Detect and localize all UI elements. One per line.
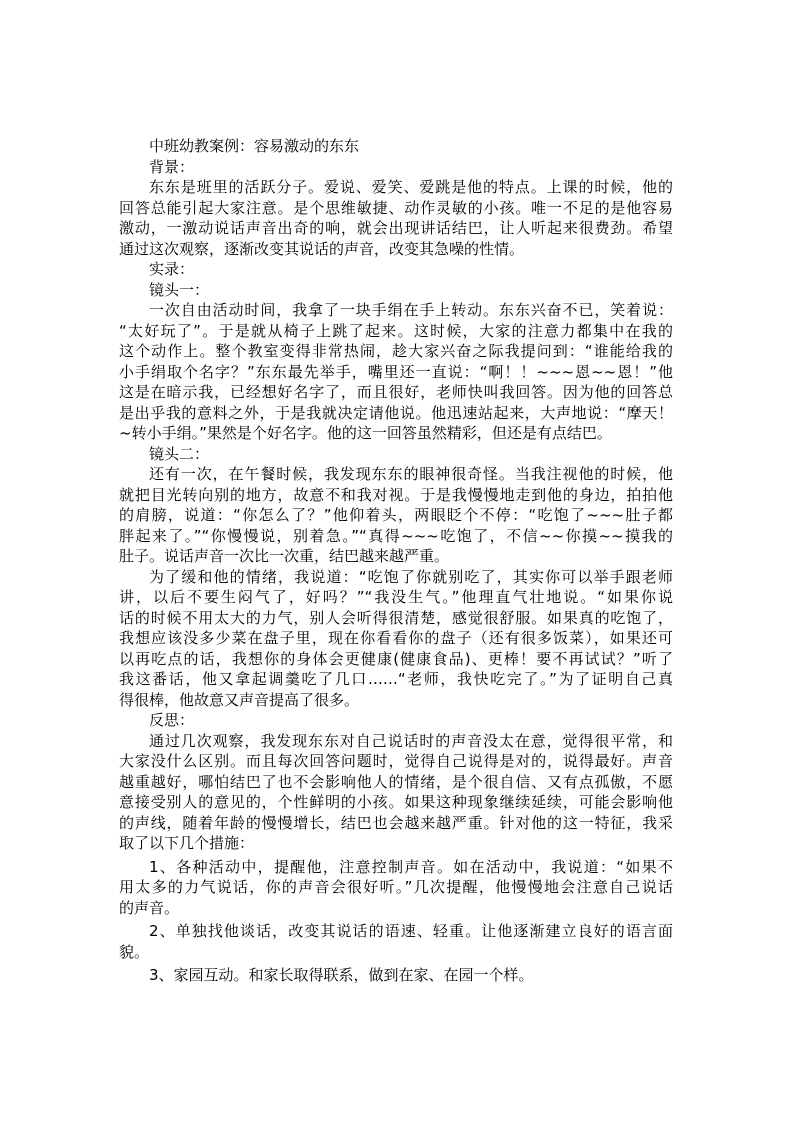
paragraph-line: 胖起来了。”“你慢慢说，别着急。”“真得~~~吃饱了，不信~~你摸~~摸我的 [119, 526, 673, 545]
paragraph-line: 话的时候不用太大的力气，别人会听得很清楚，感觉很舒服。如果真的吃饱了， [119, 608, 673, 627]
paragraph-line: 通过几次观察，我发现东东对自己说话时的声音没太在意，觉得很平常，和 [149, 731, 673, 750]
paragraph-line: 东东是班里的活跃分子。爱说、爱笑、爱跳是他的特点。上课的时候，他的 [149, 178, 673, 196]
reflect-label: 反思： [149, 711, 195, 729]
record-label: 实录： [149, 260, 195, 278]
paragraph-line: 我想应该没多少菜在盘子里，现在你看看你的盘子（还有很多饭菜），如果还可 [119, 629, 673, 647]
document-title: 中班幼教案例：容易激动的东东 [149, 137, 360, 155]
shot2-label: 镜头二： [149, 444, 210, 463]
paragraph-line: ~转小手绢。”果然是个好名字。他的这一回答虽然精彩，但还是有点结巴。 [119, 424, 612, 442]
measure-line: 1、各种活动中，提醒他，注意控制声音。如在活动中，我说道：“如果不 [149, 857, 673, 876]
paragraph-line: 的声线，随着年龄的慢慢增长，结巴也会越来越严重。针对他的这一特征，我采 [119, 813, 673, 832]
paragraph-line: 意接受别人的意见的，个性鲜明的小孩。如果这种现象继续延续，可能会影响他 [119, 793, 673, 811]
paragraph-line: 越重越好，哪怕结巴了也不会影响他人的情绪，是个很自信、又有点孤傲，不愿 [119, 772, 673, 791]
document-body [119, 136, 673, 986]
paragraph-line: 以再吃点的话，我想你的身体会更健康(健康食品)、更棒！要不再试试？”听了 [119, 649, 673, 668]
measure-line: 2、单独找他谈话，改变其说话的语速、轻重。让他逐渐建立良好的语言面 [149, 922, 673, 940]
paragraph-line: 为了缓和他的情绪，我说道：“吃饱了你就别吃了，其实你可以举手跟老师 [149, 567, 673, 586]
paragraph-line: 通过这次观察，逐渐改变其说话的声音，改变其急噪的性情。 [119, 239, 525, 258]
paragraph-line: 讲，以后不要生闷气了，好吗？”“我没生气。”他理直气壮地说。“如果你说 [119, 588, 673, 606]
background-label: 背景： [149, 157, 195, 176]
paragraph-line: 大家没什么区别。而且每次回答问题时，觉得自己说得是对的，说得最好。声音 [119, 752, 673, 770]
paragraph-line: 就把目光转向别的地方，故意不和我对视。于是我慢慢地走到他的身边，拍拍他 [119, 485, 673, 504]
measure-line: 用太多的力气说话，你的声音会很好听。”几次提醒，他慢慢地会注意自己说话 [119, 878, 673, 896]
paragraph-line: 小手绢取个名字？”东东最先举手，嘴里还一直说：“啊！！~~~恩~~恩！”他 [119, 362, 673, 381]
paragraph-line: 还有一次，在午餐时候，我发现东东的眼神很奇怪。当我注视他的时候，他 [149, 465, 673, 483]
measure-line: 貌。 [119, 942, 150, 961]
shot1-label: 镜头一： [149, 280, 210, 299]
paragraph-line: 得很棒，他故意又声音提高了很多。 [119, 690, 360, 709]
measure-line: 3、家园互动。和家长取得联系，做到在家、在园一个样。 [149, 966, 534, 984]
paragraph-line: 这个动作上。整个教室变得非常热闹，趁大家兴奋之际我提问到：“谁能给我的 [119, 342, 673, 360]
paragraph-line: 的肩膀，说道：“你怎么了？”他仰着头，两眼眨个不停：“吃饱了~~~肚子都 [119, 506, 673, 524]
measure-line: 的声音。 [119, 898, 180, 917]
paragraph-line: 是出乎我的意料之外，于是我就决定请他说。他迅速站起来，大声地说：“摩天！ [119, 403, 673, 422]
paragraph-line: “太好玩了”。于是就从椅子上跳了起来。这时候，大家的注意力都集中在我的 [119, 321, 673, 340]
paragraph-line: 激动，一激动说话声音出奇的响，就会出现讲话结巴，让人听起来很费劲。希望 [119, 219, 673, 237]
paragraph-line: 肚子。说话声音一次比一次重，结巴越来越严重。 [119, 547, 450, 565]
paragraph-line: 我这番话，他又拿起调羹吃了几口……“老师，我快吃完了。”为了证明自己真 [119, 670, 673, 688]
paragraph-line: 取了以下几个措施： [119, 834, 255, 852]
paragraph-line: 回答总能引起大家注意。是个思维敏捷、动作灵敏的小孩。唯一不足的是他容易 [119, 198, 673, 217]
paragraph-line: 这是在暗示我，已经想好名字了，而且很好，老师快叫我回答。因为他的回答总 [119, 383, 673, 401]
paragraph-line: 一次自由活动时间，我拿了一块手绢在手上转动。东东兴奋不已，笑着说： [149, 301, 673, 319]
